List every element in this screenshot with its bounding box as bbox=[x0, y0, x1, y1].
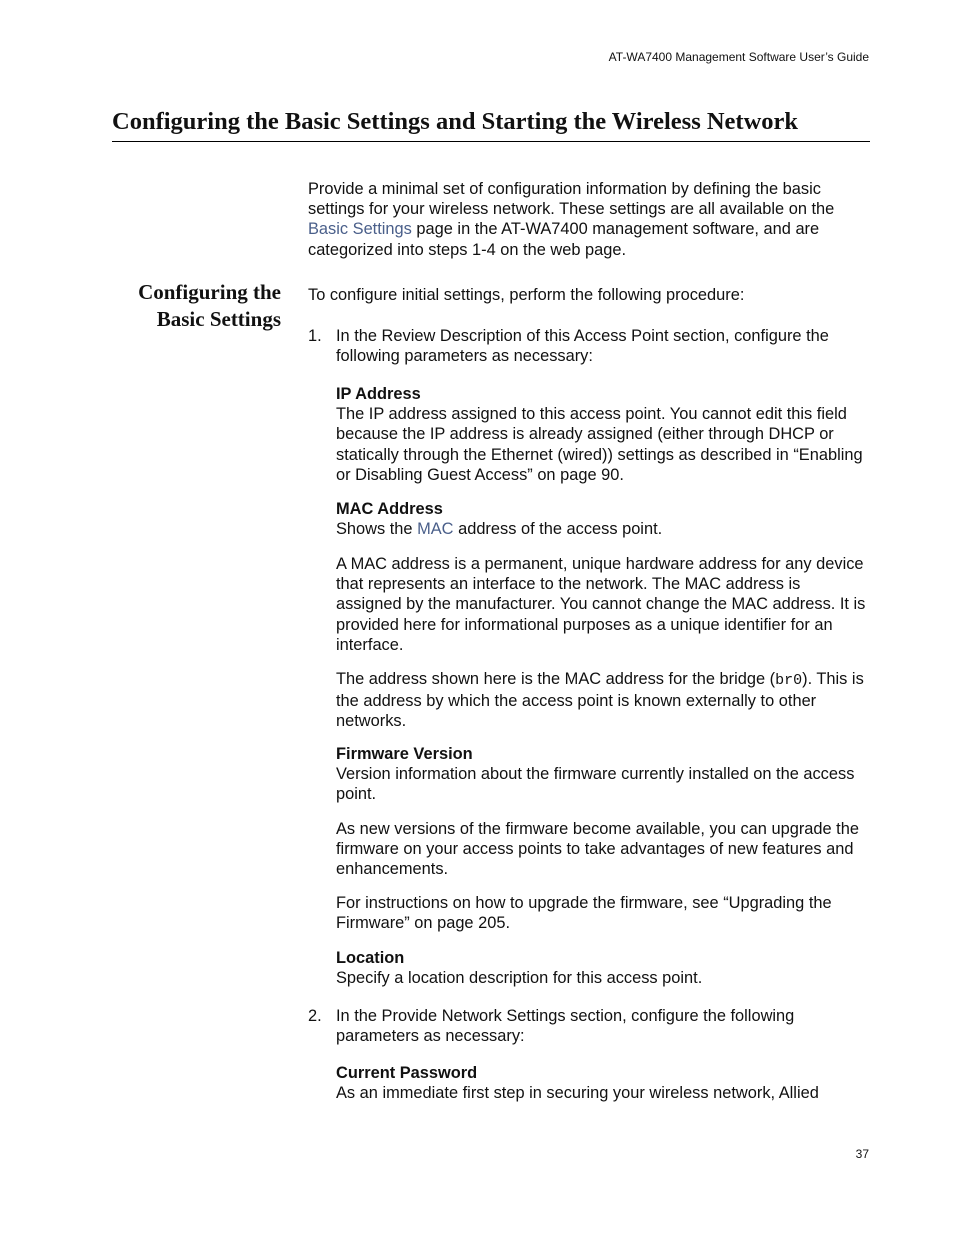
current-password-block bbox=[336, 1063, 870, 1103]
bridge-code: br0 bbox=[775, 672, 803, 689]
mac-address-para3 bbox=[336, 669, 870, 732]
step-1-number: 1. bbox=[308, 327, 322, 345]
location-desc: Specify a location description for this access point. bbox=[336, 969, 703, 988]
mac-para3-2: ). This is the address by which the access point is known externally to other networks. bbox=[336, 670, 864, 731]
running-header: AT-WA7400 Management Software User’s Guide bbox=[608, 50, 869, 64]
mac-address-term: MAC Address bbox=[336, 500, 443, 518]
mac-link[interactable]: MAC bbox=[417, 520, 454, 539]
current-password-term: Current Password bbox=[336, 1064, 478, 1082]
procedure-intro: To configure initial settings, perform the following procedure: bbox=[308, 286, 745, 304]
ip-address-block bbox=[336, 384, 870, 485]
firmware-version-desc: Version information about the firmware currently installed on the access point. bbox=[336, 765, 855, 804]
mac-desc-1: Shows the bbox=[336, 520, 418, 539]
current-password-desc: As an immediate first step in securing your wireless network, Allied bbox=[336, 1084, 819, 1103]
chapter-title: Configuring the Basic Settings and Starting the Wireless Network bbox=[112, 107, 870, 142]
firmware-version-block bbox=[336, 744, 870, 805]
step-1-text: In the Review Description of this Access Point section, configure the following parameters as necessary: bbox=[336, 327, 829, 366]
intro-text-2: page in the AT-WA7400 management software, and are categorized into steps 1-4 on the web page. bbox=[308, 220, 820, 259]
firmware-para2: As new versions of the firmware become available, you can upgrade the firmware on your access points to take advantages of new features and enhancements. bbox=[336, 820, 859, 879]
step-2-text: In the Provide Network Settings section, configure the following parameters as necessary: bbox=[336, 1007, 795, 1046]
firmware-para3: For instructions on how to upgrade the firmware, see “Upgrading the Firmware” on page 205. bbox=[336, 894, 832, 933]
section-heading-line2: Basic Settings bbox=[156, 307, 281, 331]
location-term: Location bbox=[336, 949, 405, 967]
intro-text-1: Provide a minimal set of configuration information by defining the basic settings for your wireless network. These settings are all available on the bbox=[308, 180, 835, 219]
mac-para3-1: The address shown here is the MAC address for the bridge ( bbox=[336, 670, 776, 688]
mac-address-block bbox=[336, 499, 870, 539]
step-2-number: 2. bbox=[308, 1007, 322, 1025]
ip-address-term: IP Address bbox=[336, 385, 421, 403]
intro-paragraph bbox=[308, 179, 870, 260]
location-block bbox=[336, 948, 870, 988]
section-heading bbox=[100, 279, 281, 333]
basic-settings-link[interactable]: Basic Settings bbox=[308, 220, 412, 239]
section-heading-line1: Configuring the bbox=[138, 280, 281, 304]
mac-address-para2: A MAC address is a permanent, unique hardware address for any device that represents an interface to the network. The MAC address is assigned by the manufacturer. You cannot change the MAC address. It is provided here for informational purposes as a unique identifier for an interface. bbox=[336, 555, 866, 654]
firmware-version-term: Firmware Version bbox=[336, 745, 473, 763]
page-number: 37 bbox=[855, 1147, 869, 1161]
ip-address-desc: The IP address assigned to this access point. You cannot edit this field because the IP address is already assigned (either through DHCP or statically through the Ethernet (wired)) settings as described in “Enabling or Disabling Guest Access” on page 90. bbox=[336, 405, 863, 484]
mac-desc-2: address of the access point. bbox=[453, 520, 663, 539]
